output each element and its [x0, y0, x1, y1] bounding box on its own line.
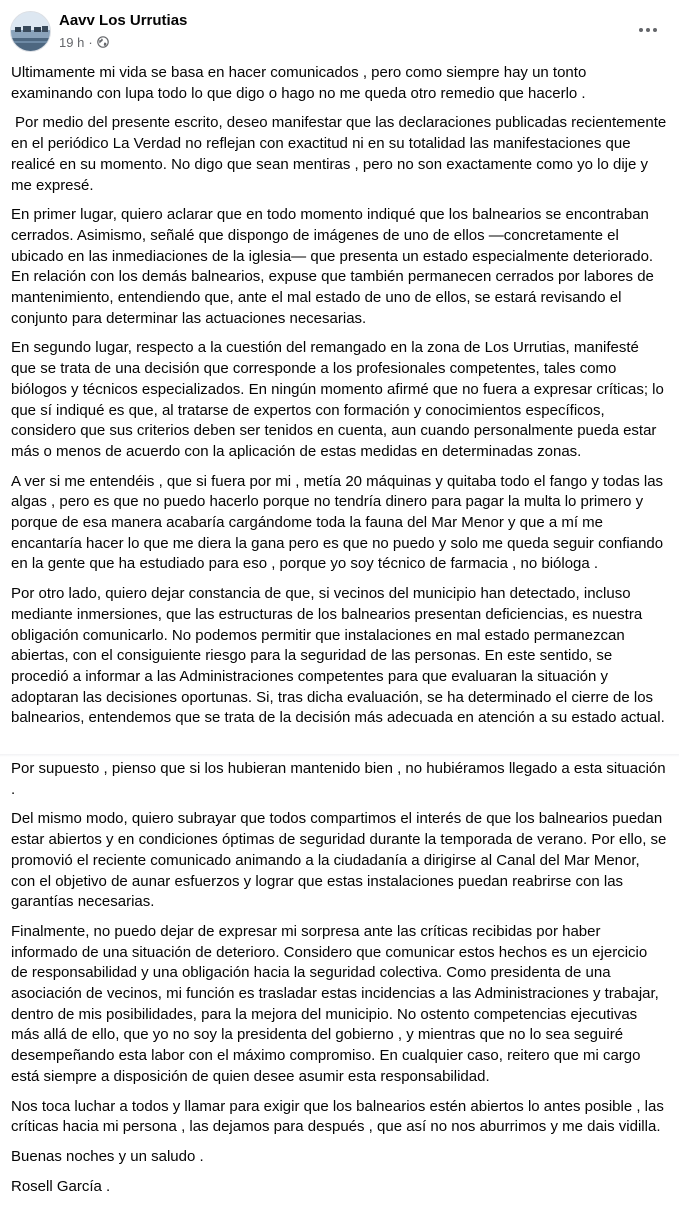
paragraph: Por medio del presente escrito, deseo manifestar que las declaraciones publicadas recientemente en el periódico La Verdad no reflejan con exactitud ni en su totalidad las manifestaciones que realicé en su momento. No digo que sean mentiras , pero no son exactamente como yo lo dije y me expresé. — [11, 114, 667, 194]
page-name[interactable]: Aavv Los Urrutias — [59, 12, 188, 29]
post-header — [0, 0, 679, 58]
signature: Rosell García . — [11, 1177, 111, 1195]
more-options-button[interactable] — [630, 16, 666, 44]
paragraph: Ultimamente mi vida se basa en hacer comunicados , pero como siempre hay un tonto examinando con lupa todo lo que digo o hago no me queda otro remedio que hacerlo . — [11, 64, 587, 102]
more-dots-icon — [638, 27, 658, 33]
paragraph: Finalmente, no puedo dejar de expresar mi sorpresa ante las críticas recibidas por haber informado de una situación de deterioro. Considero que comunicar estos hechos es un ejercicio de responsabilidad y una obligación hacia la seguridad colectiva. Como presidenta de una asociación de vecinos, mi función es trasladar estas incidencias a las Administraciones y trabajar, dentro de mis posibilidades, para la mejora del municipio. No ostento competencias ejecutivas más allá de ello, que yo no soy la presidenta del gobierno , y mientras que no lo sea seguiré desempeñando esta labor con el máximo compromiso. En cualquier caso, reitero que mi cargo está siempre a disposición de quien desee asumir esta responsabilidad. — [11, 922, 659, 1085]
paragraph: Nos toca luchar a todos y llamar para exigir que los balnearios estén abiertos lo antes posible , las críticas hacia mi persona , las dejamos para después , que así no nos aburrimos y me dais vidilla. — [11, 1097, 664, 1136]
post-text — [11, 63, 667, 738]
paragraph: Por supuesto , pienso que si los hubieran mantenido bien , no hubiéramos llegado a esta situación . — [11, 760, 666, 798]
screenshot-seam — [0, 754, 679, 757]
post-text-continued — [11, 759, 667, 1206]
globe-icon[interactable] — [97, 36, 109, 48]
paragraph: A ver si me entendéis , que si fuera por mi , metía 20 máquinas y quitaba todo el fango y todas las algas , pero es que no puedo hacerlo porque no tendría dinero para pagar la multa lo primero y porque de esa manera acabaría cargándome toda la fauna del Mar Menor y que a mí me encantaría hacer lo que me diera la gana pero es que no puedo y solo me queda seguir confiando en la gente que ha estudiado para eso , porque yo soy técnico de farmacia , no bióloga . — [11, 472, 664, 573]
post-time[interactable]: 19 h — [59, 34, 85, 50]
paragraph: Por otro lado, quiero dejar constancia de que, si vecinos del municipio han detectado, incluso mediante inmersiones, que las estructuras de los balnearios presentan deficiencias, es nuestra obligación comunicarlo. No podemos permitir que instalaciones en mal estado permanezcan abiertas, con el consiguiente riesgo para la seguridad de las personas. En este sentido, se procedió a informar a las Administraciones competentes para que evaluaran la situación y adoptaran las decisiones oportunas. Si, tras dicha evaluación, se ha determinado el cierre de los balnearios, entendemos que se trata de la decisión más adecuada en atención a su estado actual. — [11, 585, 665, 727]
meta-separator: · — [88, 34, 93, 50]
paragraph: Buenas noches y un saludo . — [11, 1147, 204, 1165]
paragraph: En segundo lugar, respecto a la cuestión del remangado en la zona de Los Urrutias, manifesté que se trata de una decisión que corresponde a los profesionales competentes, tales como biólogos y técnicos especializados. En ningún momento afirmé que no fuera a expresar críticas; lo que sí indiqué es que, al tratarse de expertos con formación y conocimientos específicos, considero que sus criterios deben ser tenidos en cuenta, aun cuando personalmente pueda estar más o menos de acuerdo con la aplicación de estas medidas en determinadas zonas. — [11, 339, 664, 460]
page-avatar[interactable] — [10, 11, 51, 52]
paragraph: En primer lugar, quiero aclarar que en todo momento indiqué que los balnearios se encontraban cerrados. Asimismo, señalé que dispongo de imágenes de uno de ellos —concretamente el ubicado en las inmediaciones de la iglesia— que presenta un estado especialmente deteriorado. En relación con los demás balnearios, expuse que también permanecen cerrados por labores de mantenimiento, entendiendo que, ante el mal estado de uno de ellos, se estará revisando el conjunto para determinar las actuaciones necesarias. — [11, 206, 654, 327]
paragraph: Del mismo modo, quiero subrayar que todos compartimos el interés de que los balnearios puedan estar abiertos y en condiciones óptimas de seguridad durante la temporada de verano. Por ello, se promovió el reciente comunicado animando a la ciudadanía a dirigirse al Canal del Mar Menor, con el objetivo de aunar esfuerzos y lograr que estas instalaciones puedan reabrirse con las garantías necesarias. — [11, 810, 667, 911]
post-meta — [59, 34, 109, 50]
